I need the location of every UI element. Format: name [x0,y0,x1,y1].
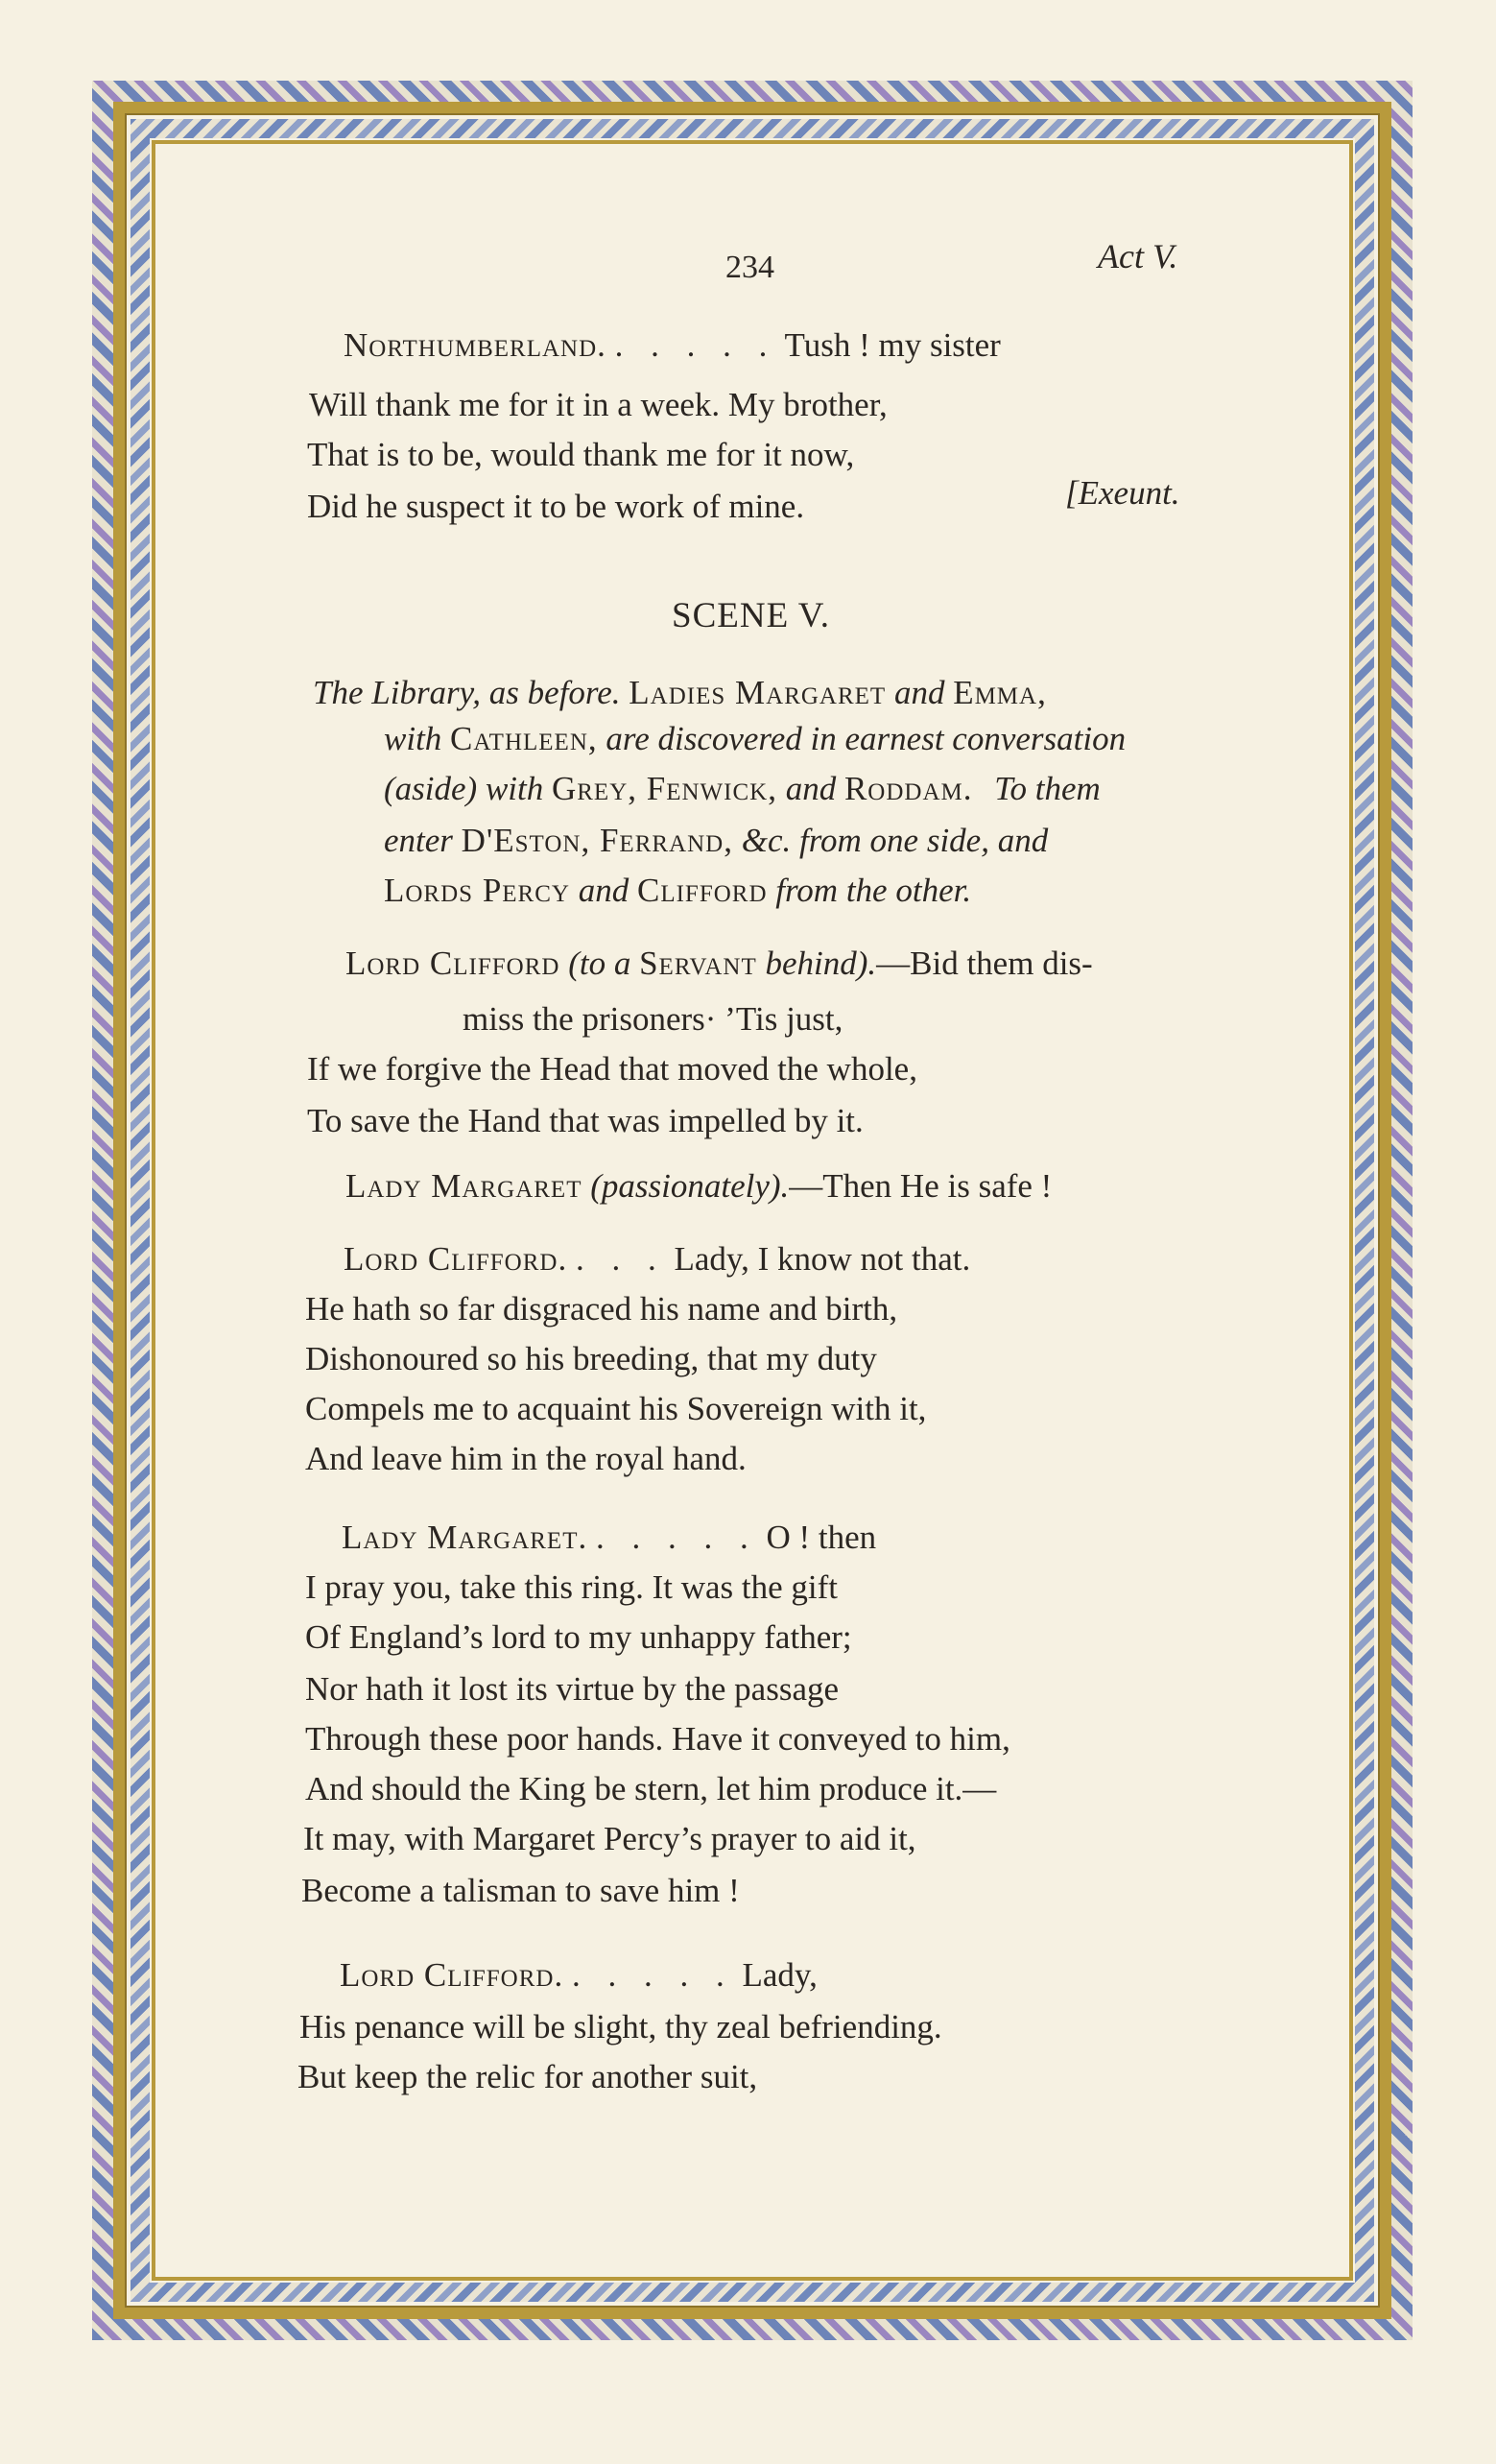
character-name: Roddam. [843,770,973,807]
stage-direction: (to a [568,945,631,982]
verse-line: Did he suspect it to be work of mine. [307,488,805,525]
verse-line: His penance will be slight, thy zeal befriending. [299,2008,942,2045]
leader-dots: . . . . . [614,326,777,364]
stage-direction-line-2 [384,722,1126,755]
leader-dots: . . . . . [595,1519,758,1556]
speaker-name: Lady Margaret. [342,1519,588,1556]
stage-text: are discovered in earnest conversation [606,720,1127,757]
stage-text: from the other. [775,872,972,909]
stage-direction: behind). [765,945,877,982]
speech-text: Tush ! my sister [784,326,1001,364]
character-name: D'Eston, Ferrand, [461,822,733,859]
stage-text: &c. from one side, and [741,822,1049,859]
character-name: Grey, Fenwick, [551,770,777,807]
verse-line: Through these poor hands. Have it conveyed to him, [305,1720,1010,1758]
stage-text: and [893,674,945,711]
character-name: Servant [639,945,757,982]
speech-text: O ! then [766,1519,877,1556]
verse-line: But keep the relic for another suit, [297,2058,758,2095]
verse-line: Of England’s lord to my unhappy father; [305,1618,852,1656]
verse-line: miss the prisoners· ’Tis just, [463,1000,843,1038]
character-name: Cathleen, [450,720,598,757]
running-head-act: Act V. [1098,237,1178,275]
verse-line: And leave him in the royal hand. [305,1440,747,1477]
verse-line: I pray you, take this ring. It was the gift [305,1568,839,1606]
verse-line: It may, with Margaret Percy’s prayer to aid it, [303,1820,916,1857]
stage-text: with [384,720,442,757]
speaker-name: Lord Clifford [345,945,560,982]
stage-direction-line-1 [313,676,1047,709]
verse-line: If we forgive the Head that moved the whole, [307,1050,917,1088]
stage-direction-line-3 [384,772,1101,805]
speech-text: Lady, I know not that. [674,1240,971,1278]
verse-line: Dishonoured so his breeding, that my duty [305,1340,877,1377]
stage-direction-line-4 [384,824,1048,857]
verse-line: Nor hath it lost its virtue by the passage [305,1670,840,1708]
speech-text: Lady, [742,1956,818,1994]
speech-clifford-2-line-1 [344,1242,970,1276]
verse-line: Become a talisman to save him ! [301,1872,740,1909]
verse-line: Will thank me for it in a week. My brother, [309,386,888,423]
leader-dots: . . . . . [571,1956,734,1994]
character-name: Lords Percy [384,872,570,909]
speaker-name: Lady Margaret [345,1167,582,1205]
speech-text: —Bid them dis- [876,945,1093,982]
stage-text: The Library, as before. [313,674,621,711]
speech-northumberland-line-1 [344,328,1001,362]
page-number: 234 [725,250,774,285]
scene-heading: SCENE V. [672,596,830,635]
speaker-name: Lord Clifford. [344,1240,568,1278]
verse-line: He hath so far disgraced his name and birth, [305,1290,898,1328]
stage-text: enter [384,822,453,859]
character-name: Ladies Margaret [629,674,887,711]
speech-margaret-line [345,1169,1052,1203]
verse-line: That is to be, would thank me for it now, [307,436,855,473]
character-name: Clifford [636,872,768,909]
leader-dots: . . . [575,1240,666,1278]
stage-direction: (passionately). [590,1167,790,1205]
stage-text: and [785,770,837,807]
character-name: Emma, [953,674,1047,711]
speaker-name: Northumberland. [344,326,606,364]
verse-line: And should the King be stern, let him produce it.— [305,1770,997,1807]
stage-direction-line-5 [384,873,971,907]
verse-line: Compels me to acquaint his Sovereign with it, [305,1390,927,1427]
speaker-name: Lord Clifford. [340,1956,564,1994]
stage-text: and [578,872,629,909]
stage-text: To them [994,770,1101,807]
speech-text: —Then He is safe ! [789,1167,1053,1205]
stage-direction-exeunt: [Exeunt. [1065,474,1180,512]
stage-text: (aside) with [384,770,544,807]
speech-margaret-2-line-1 [342,1520,876,1554]
speech-clifford-line-1 [345,946,1093,980]
speech-clifford-3-line-1 [340,1958,818,1992]
verse-line: To save the Hand that was impelled by it. [307,1102,864,1139]
